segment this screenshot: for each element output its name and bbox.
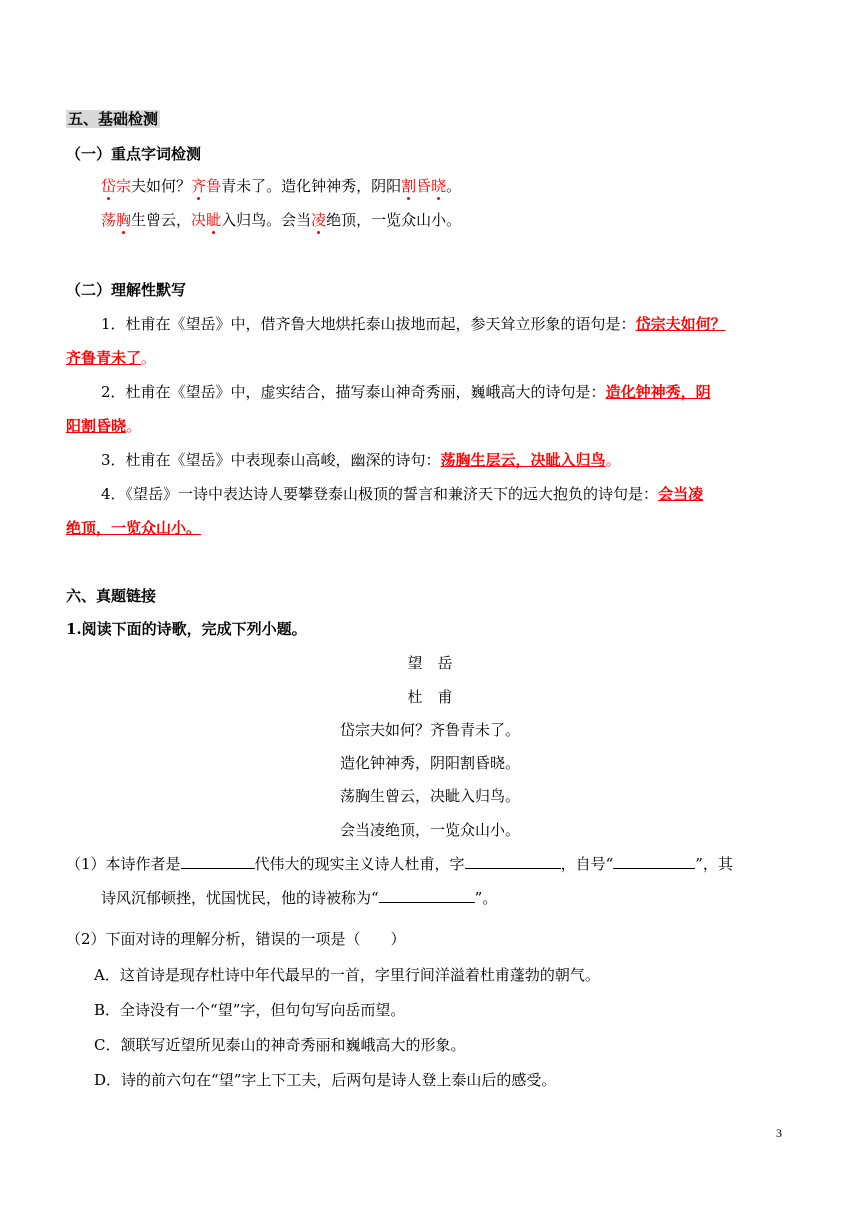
key-words-text: 夫如何？ (131, 177, 192, 195)
poem-title: 望 岳 (407, 654, 453, 672)
key-word: 岱 (101, 177, 117, 195)
key-words-text: 。 (446, 177, 462, 195)
question-2-continued (66, 415, 141, 436)
option-a[interactable]: A．这首诗是现存杜诗中年代最早的一首，字里行间洋溢着杜甫蓬勃的朝气。 (94, 966, 600, 984)
question-2 (101, 381, 711, 402)
key-word: 昏 (416, 177, 432, 195)
key-word: 凌 (311, 211, 327, 229)
section-6-title: 六、真题链接 (66, 587, 157, 605)
question-3-text: 3．杜甫在《望岳》中表现泰山高峻，幽深的诗句： (101, 451, 441, 469)
answer-blank-dynasty[interactable] (181, 854, 255, 869)
sub-question-1-part-3: ，自号“ (560, 855, 614, 873)
poem-author: 杜 甫 (407, 688, 453, 706)
question-3 (101, 449, 621, 470)
sub-question-2-stem: （2）下面对诗的理解分析，错误的一项是（ ） (66, 930, 406, 948)
key-words-text: 生曾云， (131, 211, 192, 229)
answer-blank-poem-title[interactable] (379, 888, 475, 903)
subsection-2-title: （二）理解性默写 (66, 281, 187, 299)
sub-question-1 (66, 853, 733, 874)
question-1-answer-part-2: 齐鲁青未了 (66, 349, 142, 367)
key-words-text: 青未了。造化钟神秀，阴阳 (221, 177, 402, 195)
key-word: 割 (401, 177, 417, 195)
poem-line-3: 荡胸生曾云，决眦入归鸟。 (339, 787, 520, 805)
key-word: 胸 (116, 211, 132, 229)
question-2-text: 2．杜甫在《望岳》中，虚实结合，描写泰山神奇秀丽，巍峨高大的诗句是： (101, 383, 606, 401)
key-word: 齐 (191, 177, 207, 195)
answer-blank-courtesy-name[interactable] (465, 854, 561, 869)
option-d[interactable]: D．诗的前六句在“望”字上下工夫，后两句是诗人登上泰山后的感受。 (94, 1071, 557, 1089)
question-1-continued (66, 347, 156, 368)
question-1-answer-part-1: 岱宗夫如何？ (635, 315, 726, 333)
key-words-line-2 (101, 209, 461, 230)
question-2-answer-part-2: 阳割昏晓 (66, 417, 127, 435)
subsection-1-title: （一）重点字词检测 (66, 145, 202, 163)
sub-question-1-part-5: 诗风沉郁顿挫，忧国忧民，他的诗被称为“ (101, 889, 379, 907)
key-word: 荡 (101, 211, 117, 229)
question-3-end: 。 (605, 451, 621, 469)
page-number: 3 (776, 1126, 782, 1140)
question-1 (101, 313, 726, 334)
sub-question-1-part-6: ”。 (474, 889, 498, 907)
key-word: 决 (191, 211, 207, 229)
section-5-title: 五、基础检测 (68, 110, 159, 128)
question-4 (101, 483, 703, 504)
exam-question-title: 1.阅读下面的诗歌，完成下列小题。 (66, 620, 307, 638)
question-4-answer-part-2: 绝顶，一览众山小。 (66, 519, 202, 537)
poem-line-4: 会当凌绝顶，一览众山小。 (339, 821, 520, 839)
key-word: 晓 (431, 177, 447, 195)
key-words-text: 绝顶，一览众山小。 (326, 211, 462, 229)
poem-line-2: 造化钟神秀，阴阳割昏晓。 (339, 754, 520, 772)
option-b[interactable]: B．全诗没有一个“望”字，但句句写向岳而望。 (94, 1001, 406, 1019)
answer-blank-pseudonym[interactable] (613, 854, 695, 869)
key-words-text: 入归鸟。会当 (221, 211, 312, 229)
key-words-line-1 (101, 175, 461, 196)
sub-question-1-continued (101, 887, 497, 908)
question-2-answer-part-1: 造化钟神秀，阴 (605, 383, 711, 401)
question-4-text: 4．《望岳》一诗中表达诗人要攀登泰山极顶的誓言和兼济天下的远大抱负的诗句是： (101, 485, 659, 503)
section-5-heading (66, 108, 160, 129)
sub-question-1-part-2: 代伟大的现实主义诗人杜甫，字 (254, 855, 465, 873)
option-c[interactable]: C．颔联写近望所见泰山的神奇秀丽和巍峨高大的形象。 (94, 1036, 466, 1054)
question-1-end: 。 (141, 349, 157, 367)
key-word: 鲁 (206, 177, 222, 195)
sub-question-1-part-1: （1）本诗作者是 (66, 855, 181, 873)
key-word: 宗 (116, 177, 132, 195)
poem-line-1: 岱宗夫如何？齐鲁青未了。 (339, 721, 520, 739)
sub-question-1-part-4: ”，其 (695, 855, 733, 873)
question-4-continued (66, 517, 201, 538)
question-2-end: 。 (126, 417, 142, 435)
question-3-answer: 荡胸生层云，决眦入归鸟 (440, 451, 606, 469)
question-4-answer-part-1: 会当凌 (658, 485, 704, 503)
question-1-text: 1．杜甫在《望岳》中，借齐鲁大地烘托泰山拔地而起，参天耸立形象的语句是： (101, 315, 636, 333)
key-word: 眦 (206, 211, 222, 229)
